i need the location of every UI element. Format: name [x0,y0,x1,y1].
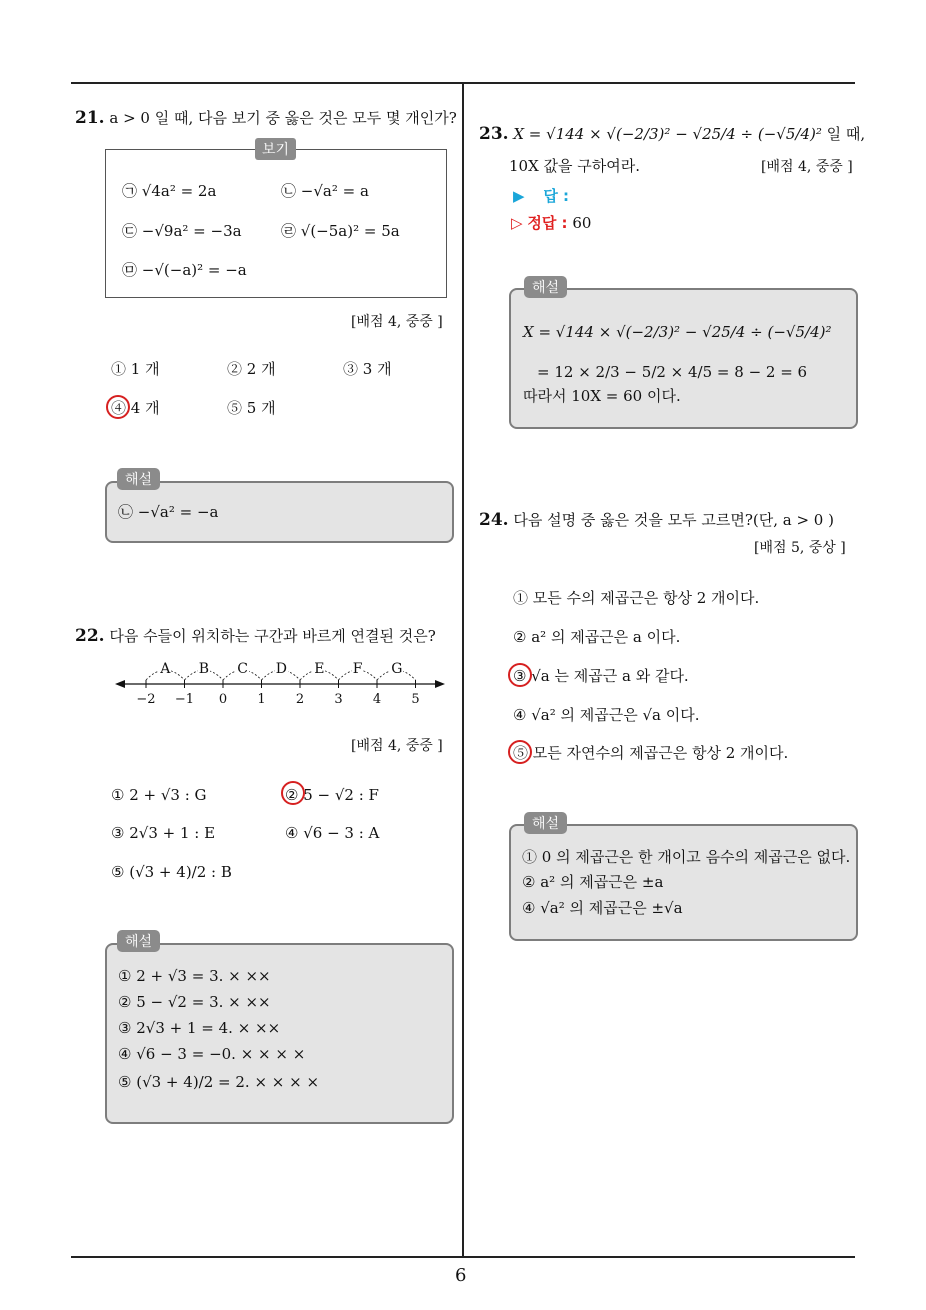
q22-choice-2[interactable]: ② 5 − √2 : F [285,786,379,804]
q22-meta: [배점 4, 중중 ] [351,738,443,754]
q22-choice-3[interactable]: ③ 2√3 + 1 : E [111,824,216,842]
correct-arrow-icon: ▷ [511,214,523,232]
q23-solution-line-2: = 12 × 2/3 − 5/2 × 4/5 = 8 − 2 = 6 [537,363,808,381]
q21-item-2: ㉡ −√a² = a [281,182,369,200]
q23-header [479,124,865,144]
q22-number: 22. [75,626,105,646]
q24-choice-3[interactable]: ③ √a 는 제곱근 a 와 같다. [513,667,689,685]
interval-label: C [237,661,248,677]
q24-solution-label: 해설 [524,812,567,834]
tick-label: −2 [136,692,156,707]
q21-item-1: ㉠ √4a² = 2a [122,182,217,200]
q21-choice-4[interactable]: ④ 4 개 [111,399,160,417]
q23-solution-box [509,288,858,429]
q22-prompt: 다음 수들이 위치하는 구간과 바르게 연결된 것은? [109,627,436,645]
q23-formula: X = √144 × √(−2/3)² − √25/4 ÷ (−√5/4)² [513,125,822,143]
q24-solution-line-3: ④ √a² 의 제곱근은 ±√a [522,899,683,917]
q24-number: 24. [479,510,509,530]
q23-correct-label: 정답 : [527,214,568,232]
q22-answer-mark-icon [281,781,305,805]
tick-label: −1 [174,692,195,707]
q22-solution-line-4: ④ √6 − 3 = −0. × × × × [118,1045,306,1063]
q24-answer-mark-5-icon [508,740,532,764]
q23-solution-formula: X = √144 × √(−2/3)² − √25/4 ÷ (−√5/4)² [523,323,832,341]
q23-solution-line-3: 따라서 10X = 60 이다. [523,387,681,405]
q23-meta: [배점 4, 중중 ] [761,159,853,175]
interval-label: E [314,661,325,677]
q23-line2: 10X 값을 구하여라. [509,157,641,175]
interval-label: D [275,661,287,677]
q22-tick-labels [115,692,445,712]
q23-correct-row [511,213,591,233]
q23-prompt-tail: 일 때, [826,125,866,143]
tick-label: 3 [334,692,343,707]
q24-choice-4[interactable]: ④ √a² 의 제곱근은 √a 이다. [513,706,700,724]
q24-answer-mark-3-icon [508,663,532,687]
tick-label: 2 [295,692,305,707]
q24-solution-line-2: ② a² 의 제곱근은 ±a [522,873,664,891]
q21-choice-5[interactable]: ⑤ 5 개 [227,399,276,417]
q21-choice-3[interactable]: ③ 3 개 [343,360,392,378]
q21-item-5: ㉤ −√(−a)² = −a [122,261,247,279]
q22-solution-line-5: ⑤ (√3 + 4)/2 = 2. × × × × [118,1073,320,1091]
q22-solution-line-3: ③ 2√3 + 1 = 4. × ×× [118,1019,281,1037]
q24-prompt: 다음 설명 중 옳은 것을 모두 고르면?(단, a > 0 ) [513,511,834,529]
q21-box-label: 보기 [255,138,296,160]
interval-label: A [160,661,171,677]
q22-interval-labels [115,661,445,681]
q22-choice-5[interactable]: ⑤ (√3 + 4)/2 : B [111,863,232,881]
q23-answer-label: 답 : [543,187,570,205]
q21-item-3: ㉢ −√9a² = −3a [122,222,242,240]
column-divider [462,84,464,1257]
bottom-rule [71,1256,855,1258]
q23-correct-value: 60 [572,214,592,232]
q24-choice-1[interactable]: ① 모든 수의 제곱근은 항상 2 개이다. [513,589,760,607]
q22-solution-line-1: ① 2 + √3 = 3. × ×× [118,967,271,985]
tick-label: 5 [411,692,420,707]
q21-prompt: a > 0 일 때, 다음 보기 중 옳은 것은 모두 몇 개인가? [109,109,457,127]
q21-choice-1[interactable]: ① 1 개 [111,360,160,378]
q21-answer-mark-icon [106,395,130,419]
interval-label: B [198,661,210,677]
answer-arrow-icon: ▶ [513,187,525,205]
q24-header [479,510,834,530]
q21-item-4: ㉣ √(−5a)² = 5a [281,222,400,240]
q24-choice-5[interactable]: ⑤ 모든 자연수의 제곱근은 항상 2 개이다. [513,744,789,762]
tick-label: 1 [257,692,266,707]
q22-solution-line-2: ② 5 − √2 = 3. × ×× [118,993,271,1011]
q24-meta: [배점 5, 중상 ] [754,540,846,556]
q24-choice-2[interactable]: ② a² 의 제곱근은 a 이다. [513,628,681,646]
q24-solution-line-1: ① 0 의 제곱근은 한 개이고 음수의 제곱근은 없다. [522,848,851,866]
q21-choice-2[interactable]: ② 2 개 [227,360,276,378]
q23-solution-label: 해설 [524,276,567,298]
q22-choice-1[interactable]: ① 2 + √3 : G [111,786,207,804]
tick-label: 4 [372,692,382,707]
tick-label: 0 [218,692,228,707]
page-number: 6 [455,1265,467,1286]
q21-solution-text: ㉡ −√a² = −a [118,503,219,521]
q21-header [75,108,457,128]
interval-label: F [352,661,363,677]
q23-answer-row [513,186,569,206]
q22-solution-label: 해설 [117,930,160,952]
q23-number: 23. [479,124,509,144]
q21-number: 21. [75,108,105,128]
q21-solution-label: 해설 [117,468,160,490]
q22-choice-4[interactable]: ④ √6 − 3 : A [285,824,380,842]
interval-label: G [391,661,403,677]
q22-header [75,626,436,646]
q21-meta: [배점 4, 중중 ] [351,314,443,330]
